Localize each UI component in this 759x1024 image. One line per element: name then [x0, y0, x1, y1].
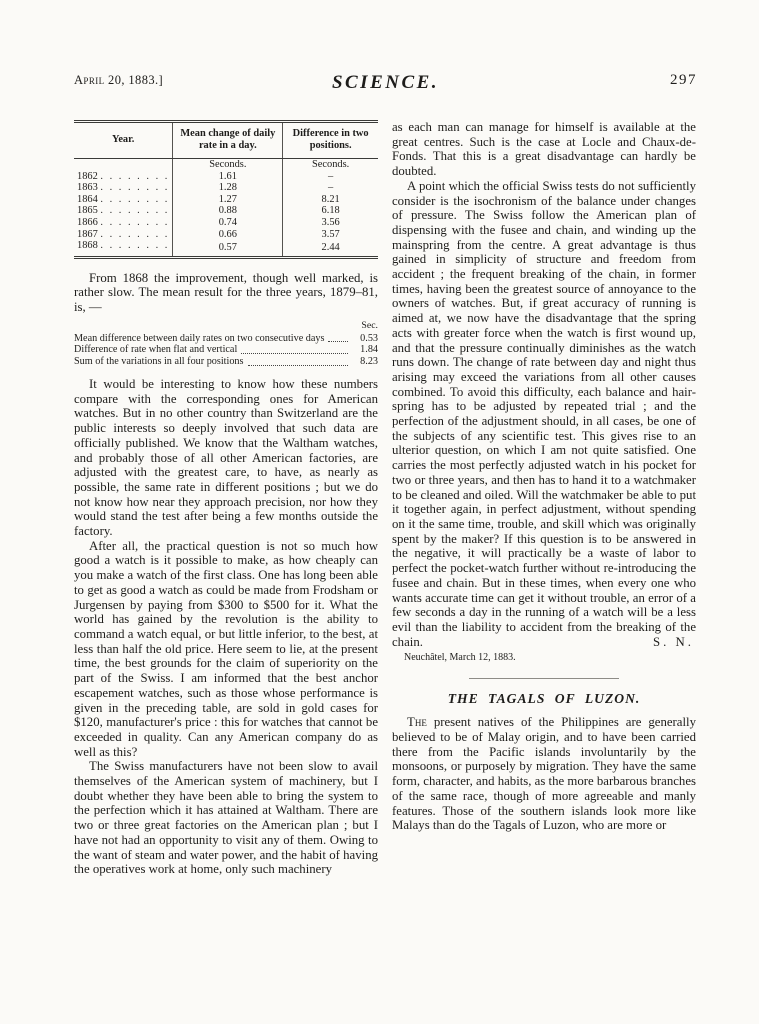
- mean-change-value: 1.28: [173, 182, 283, 194]
- dateline: Neuchâtel, March 12, 1883.: [404, 652, 516, 664]
- paragraph-mean-result: From 1868 the improvement, though well marked, is rather slow. The mean result for the three years, 1879–81, is, —: [74, 270, 378, 315]
- leader-dots: . . . . . . . .: [100, 193, 170, 205]
- journal-title: SCIENCE.: [331, 72, 440, 93]
- table-row: [74, 217, 378, 229]
- measure-value: 1.84: [360, 344, 378, 356]
- table-row: [74, 229, 378, 241]
- masthead: [74, 72, 697, 96]
- mean-change-value: 1.27: [173, 194, 283, 206]
- measure-item: [74, 333, 378, 345]
- leader-dots: . . . . . . . .: [100, 182, 170, 194]
- col-header-mean-change: Mean change of daily rate in a day.: [173, 122, 283, 159]
- col-header-difference: Difference in two positions.: [283, 122, 378, 159]
- watch-rate-table: [74, 120, 378, 259]
- mean-change-value: 0.66: [173, 229, 283, 241]
- year-value: 1865: [77, 205, 98, 217]
- left-column: [74, 120, 378, 877]
- units-seconds-2: Seconds.: [283, 159, 378, 171]
- difference-value: –: [283, 171, 378, 183]
- table-units-row: [74, 159, 378, 171]
- difference-value: 3.57: [283, 229, 378, 241]
- difference-value: 3.56: [283, 217, 378, 229]
- leader-dots: . . . . . . . .: [100, 216, 170, 228]
- paragraph-isochronism-text: A point which the official Swiss tests do not sufficiently consider is the isochronism of the balance under changes of pressure. The Swiss follow the American plan of dispensing with the fusee and chain, and winding up the mainspring from the centre. A great advantage is thus gained in simplicity of structure and freedom from accident ; the frequent breaking of the chain, in former times, having been the greatest source of annoyance to the owners of watches. But, if great accuracy of running is aimed at, we now have the disadvantage that the spring acts with greater force when the watch is first wound up, and that the pressure continually diminishes as the watch runs down. The change of rate between day and night thus arising may exceed the variations from all other causes combined. To avoid this difficulty, each balance and hair-spring has to be adjusted by repeated trial ; and the perfection of the adjustment should, in all cases, be one of the subjects of any scientific test. This gives rise to an ulterior question, on which I am not quite satisfied. One carries the most perfectly adjusted watch in his pocket for two or three years, and then has to hand it to a watchmaker to be cleaned and oiled. Will the watchmaker be able to put it together again, in perfect adjustment, without spending on it the same time, trouble, and skill which was originally spent by the maker? If this question is to be answered in the negative, it will practically be a waste of labor to perfect the pocket-watch further without re-introducing the fusee and chain. But in these times, when every one who wants accurate time can get it without trouble, an error of a few seconds a day in the running of a watch will be a less evil than the liability to accident from the breaking of the chain.: [392, 178, 696, 649]
- leader-dots: [241, 353, 348, 354]
- mean-change-value: 0.88: [173, 205, 283, 217]
- units-seconds-1: Seconds.: [173, 159, 283, 171]
- paragraph-american-comparison: It would be interesting to know how these numbers compare with the corresponding ones for American watches. But in no other country than Switzerland are the public interests so deeply involved that such data are officially published. We know that the Waltham watches, and probably those of all other American factories, are adjusted with the greatest care, to have, as nearly as possible, the same rate in different positions ; but we do not know how near they approach precision, nor how they would stand the test after being a few months outside the factory.: [74, 377, 378, 539]
- difference-value: –: [283, 182, 378, 194]
- table-row: [74, 205, 378, 217]
- measure-item: [74, 344, 378, 356]
- paragraph-swiss-manufacturers: The Swiss manufacturers have not been slow to avail themselves of the American system of machinery, but I doubt whether they have been able to bring the system to the perfection which it has attained at Waltham. There are two or three great factories on the American plan ; but I have not had an opportunity to visit any of them. Owing to the want of steam and water power, and the habit of having the operatives work at home, only such machinery: [74, 759, 378, 877]
- leader-dots: . . . . . . . .: [100, 170, 170, 182]
- year-value: 1868: [77, 240, 98, 252]
- paragraph-great-centres: as each man can manage for himself is available at the great centres. Such is the case at Locle and Chaux-de-Fonds. That this is a great disadvantage can hardly be doubted.: [392, 120, 696, 179]
- section-heading-tagals: THE TAGALS OF LUZON.: [447, 691, 641, 707]
- paragraph-tagals-intro: [392, 715, 696, 833]
- two-column-layout: [74, 120, 697, 877]
- table-row: [74, 182, 378, 194]
- measures-unit-label: Sec.: [361, 319, 378, 331]
- leader-dots: . . . . . . . .: [100, 240, 170, 252]
- year-value: 1862: [77, 170, 98, 182]
- paragraph-isochronism: [392, 179, 696, 650]
- article-divider: [469, 678, 619, 679]
- mean-change-value: 0.74: [173, 217, 283, 229]
- author-signature: S. N.: [653, 634, 694, 649]
- year-value: 1866: [77, 216, 98, 228]
- measures-list: [74, 320, 378, 368]
- leader-dots: . . . . . . . .: [100, 228, 170, 240]
- table-header-row: [74, 122, 378, 159]
- table-row: [74, 240, 378, 257]
- difference-value: 2.44: [283, 240, 378, 257]
- right-column: [392, 120, 696, 877]
- lead-word: The: [407, 715, 427, 730]
- leader-dots: [248, 365, 349, 366]
- table-row: [74, 171, 378, 183]
- difference-value: 6.18: [283, 205, 378, 217]
- mean-change-value: 0.57: [173, 240, 283, 257]
- issue-date: April 20, 1883.]: [74, 73, 164, 87]
- measure-label: Difference of rate when flat and vertical: [74, 344, 238, 356]
- paragraph-practical-question: After all, the practical question is not so much how good a watch is it possible to make, as how cheaply can you make a watch of the first class. One has long been able to get as good a watch as could be made from Frodsham or Jurgensen by paying from $300 to $500 for it. What the world has gained by the revolution is the ability to command a watch equal, or but little inferior, to the best, at less than half the old price. Here seem to lie, at the present time, the best grounds for the claim of superiority on the part of the Swiss. I am informed that the best anchor escapement watches, such as those whose performance is given in the preceding table, are sold in gold cases for $120, manufacturer's price : this for watches that cannot be exceeded in quality. Can any American company do as well as this?: [74, 538, 378, 759]
- measure-label: Mean difference between daily rates on two consecutive days: [74, 332, 325, 344]
- leader-dots: [328, 341, 348, 342]
- table-row: [74, 194, 378, 206]
- mean-change-value: 1.61: [173, 171, 283, 183]
- measure-value: 8.23: [360, 356, 378, 368]
- measure-item: [74, 356, 378, 368]
- year-value: 1863: [77, 182, 98, 194]
- measure-value: 0.53: [360, 332, 378, 344]
- year-value: 1867: [77, 228, 98, 240]
- year-value: 1864: [77, 193, 98, 205]
- difference-value: 8.21: [283, 194, 378, 206]
- leader-dots: . . . . . . . .: [100, 205, 170, 217]
- paragraph-tagals-text: present natives of the Philippines are generally believed to be of Malay origin, and to have been carried there from the Pacific islands involuntarily by the monsoons, or purposely by migration. They have the same form, character, and habits, as the more barbarous branches of the same race, though of more agreeable and manly features. Those of the southern islands look more like Malays than do the Tagals of Luzon, who are more or: [392, 715, 696, 833]
- col-header-year: Year.: [74, 122, 173, 159]
- page-number: 297: [670, 72, 697, 88]
- measure-label: Sum of the variations in all four positions: [74, 356, 244, 368]
